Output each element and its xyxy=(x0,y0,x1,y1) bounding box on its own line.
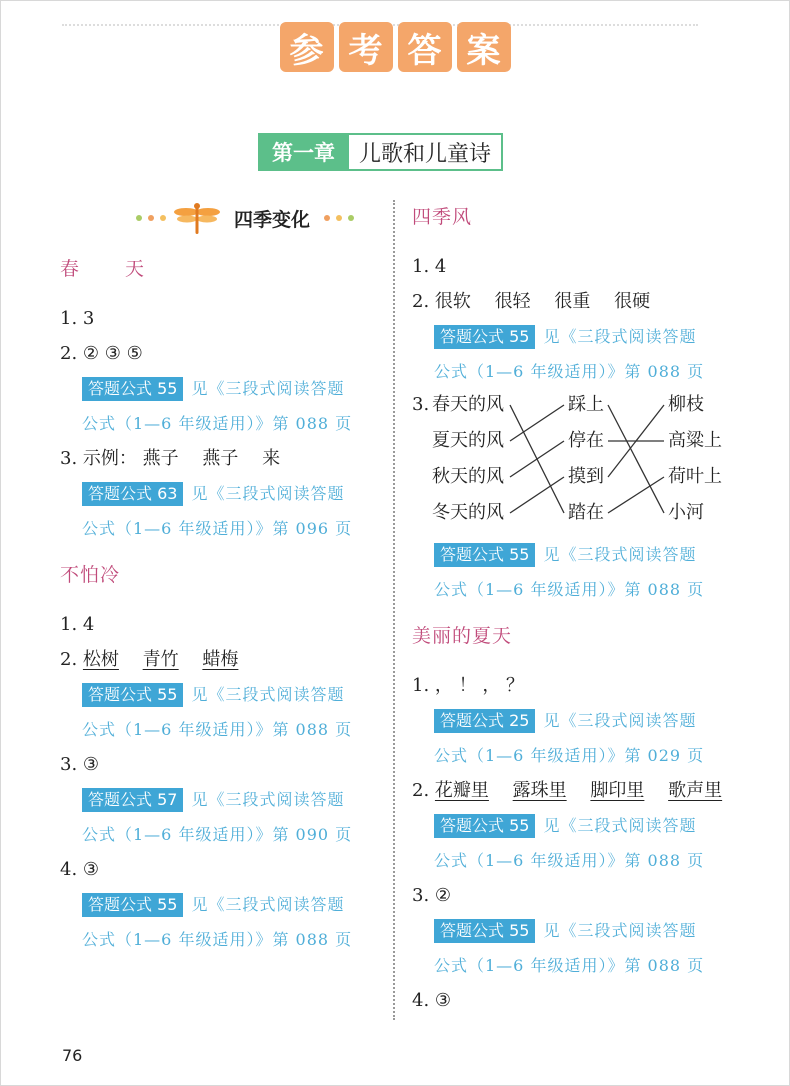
matching-exercise xyxy=(412,389,752,537)
answer-line: 2. ② ③ ⑤ xyxy=(60,343,143,364)
answer-item: 青竹 xyxy=(142,649,179,670)
formula-ref: 见《三段式阅读答题 xyxy=(543,921,697,940)
answer-item: 松树 xyxy=(82,649,119,670)
formula-line xyxy=(60,371,390,406)
answer-label: 3. 示例： xyxy=(60,448,137,469)
answer-line: 1. 4 xyxy=(412,256,447,277)
formula-ref: 公式（1—6 年级适用）》第 088 页 xyxy=(434,580,705,599)
match-mid-item: 摸到 xyxy=(568,466,604,487)
answer-item: 很重 xyxy=(554,291,591,312)
formula-ref: 公式（1—6 年级适用）》第 088 页 xyxy=(82,414,353,433)
column-divider xyxy=(393,200,395,1020)
formula-ref: 公式（1—6 年级适用）》第 088 页 xyxy=(82,930,353,949)
formula-ref: 公式（1—6 年级适用）》第 096 页 xyxy=(82,519,353,538)
answer-line xyxy=(60,642,390,677)
formula-ref: 见《三段式阅读答题 xyxy=(191,685,345,704)
formula-ref: 公式（1—6 年级适用）》第 088 页 xyxy=(434,956,705,975)
decor-dots-right xyxy=(324,215,354,221)
formula-ref: 公式（1—6 年级适用）》第 088 页 xyxy=(434,362,705,381)
formula-ref: 公式（1—6 年级适用）》第 088 页 xyxy=(434,851,705,870)
left-column xyxy=(60,196,390,957)
answer-line: 3. ② xyxy=(412,885,452,906)
formula-ref: 公式（1—6 年级适用）》第 088 页 xyxy=(82,720,353,739)
lesson-title: 不怕冷 xyxy=(60,564,121,586)
title-char: 案 xyxy=(457,22,511,72)
formula-ref: 公式（1—6 年级适用）》第 090 页 xyxy=(82,825,353,844)
formula-line xyxy=(60,782,390,817)
answer-label: 2. xyxy=(412,291,430,312)
match-right-item: 高粱上 xyxy=(668,430,722,451)
formula-line xyxy=(60,476,390,511)
match-right-item: 荷叶上 xyxy=(668,466,722,487)
formula-badge: 答题公式 55 xyxy=(82,683,183,707)
formula-ref: 见《三段式阅读答题 xyxy=(543,545,697,564)
page-number: 76 xyxy=(62,1046,83,1065)
formula-ref: 见《三段式阅读答题 xyxy=(191,790,345,809)
formula-line xyxy=(412,913,752,948)
dragonfly-icon xyxy=(172,200,222,236)
answer-item: 很硬 xyxy=(614,291,651,312)
match-line xyxy=(510,441,564,477)
answer-item: 燕子 xyxy=(142,448,179,469)
title-char: 参 xyxy=(280,22,334,72)
formula-ref: 见《三段式阅读答题 xyxy=(543,816,697,835)
title-char: 考 xyxy=(339,22,393,72)
formula-badge: 答题公式 55 xyxy=(434,543,535,567)
answer-item: 露珠里 xyxy=(512,780,567,801)
formula-badge: 答题公式 57 xyxy=(82,788,183,812)
answer-line xyxy=(412,773,752,808)
formula-badge: 答题公式 25 xyxy=(434,709,535,733)
formula-line xyxy=(60,677,390,712)
match-right-item: 小河 xyxy=(668,502,704,523)
answer-item: 歌声里 xyxy=(668,780,723,801)
formula-badge: 答题公式 55 xyxy=(82,377,183,401)
match-right-item: 柳枝 xyxy=(668,394,704,415)
answer-label: 2. xyxy=(412,780,430,801)
match-line xyxy=(510,405,564,441)
matching-lines xyxy=(412,389,752,537)
formula-ref: 见《三段式阅读答题 xyxy=(191,379,345,398)
lesson-title: 美丽的夏天 xyxy=(412,625,513,647)
lesson-title: 春 天 xyxy=(60,258,165,280)
formula-line xyxy=(412,537,752,572)
formula-line xyxy=(412,808,752,843)
match-left-item: 秋天的风 xyxy=(432,466,504,487)
answer-line: 4. ③ xyxy=(412,990,452,1011)
answer-item: 很轻 xyxy=(494,291,531,312)
match-line xyxy=(608,405,664,513)
formula-line xyxy=(412,703,752,738)
formula-ref: 见《三段式阅读答题 xyxy=(191,895,345,914)
formula-ref: 见《三段式阅读答题 xyxy=(191,484,345,503)
formula-badge: 答题公式 55 xyxy=(82,893,183,917)
match-left-item: 冬天的风 xyxy=(432,502,504,523)
answer-item: 很软 xyxy=(434,291,471,312)
answer-label: 3. xyxy=(412,394,430,415)
formula-line xyxy=(412,319,752,354)
answer-item: 燕子 xyxy=(202,448,239,469)
decor-dots-left xyxy=(136,215,166,221)
match-line xyxy=(510,477,564,513)
match-left-item: 春天的风 xyxy=(432,394,504,415)
answer-line xyxy=(412,284,752,319)
right-column xyxy=(412,196,752,1018)
answer-line: 1. 4 xyxy=(60,614,95,635)
answer-item: 脚印里 xyxy=(590,780,645,801)
answer-line: 1. 3 xyxy=(60,308,95,329)
match-line xyxy=(608,477,664,513)
answer-item: 蜡梅 xyxy=(202,649,239,670)
formula-ref: 见《三段式阅读答题 xyxy=(543,711,697,730)
answer-label: 2. xyxy=(60,649,78,670)
answer-item: 花瓣里 xyxy=(434,780,489,801)
lesson-title: 四季风 xyxy=(412,206,473,228)
answer-line: 1. ， ！ ， ？ xyxy=(412,675,525,696)
match-mid-item: 停在 xyxy=(568,430,604,451)
chapter-heading xyxy=(258,133,503,171)
unit-title: 四季变化 xyxy=(233,208,310,231)
match-mid-item: 踩上 xyxy=(568,394,604,415)
formula-line xyxy=(60,887,390,922)
answer-item: 来 xyxy=(262,448,281,469)
unit-heading xyxy=(100,196,390,240)
formula-badge: 答题公式 55 xyxy=(434,325,535,349)
page-title xyxy=(0,22,790,72)
formula-badge: 答题公式 55 xyxy=(434,919,535,943)
title-char: 答 xyxy=(398,22,452,72)
answer-line: 4. ③ xyxy=(60,859,100,880)
answer-line xyxy=(60,441,390,476)
chapter-tag: 第一章 xyxy=(258,133,349,171)
match-mid-item: 踏在 xyxy=(568,502,604,523)
formula-badge: 答题公式 55 xyxy=(434,814,535,838)
answer-line: 3. ③ xyxy=(60,754,100,775)
match-left-item: 夏天的风 xyxy=(432,430,504,451)
formula-ref: 见《三段式阅读答题 xyxy=(543,327,697,346)
formula-badge: 答题公式 63 xyxy=(82,482,183,506)
formula-ref: 公式（1—6 年级适用）》第 029 页 xyxy=(434,746,705,765)
chapter-name: 儿歌和儿童诗 xyxy=(349,133,503,171)
